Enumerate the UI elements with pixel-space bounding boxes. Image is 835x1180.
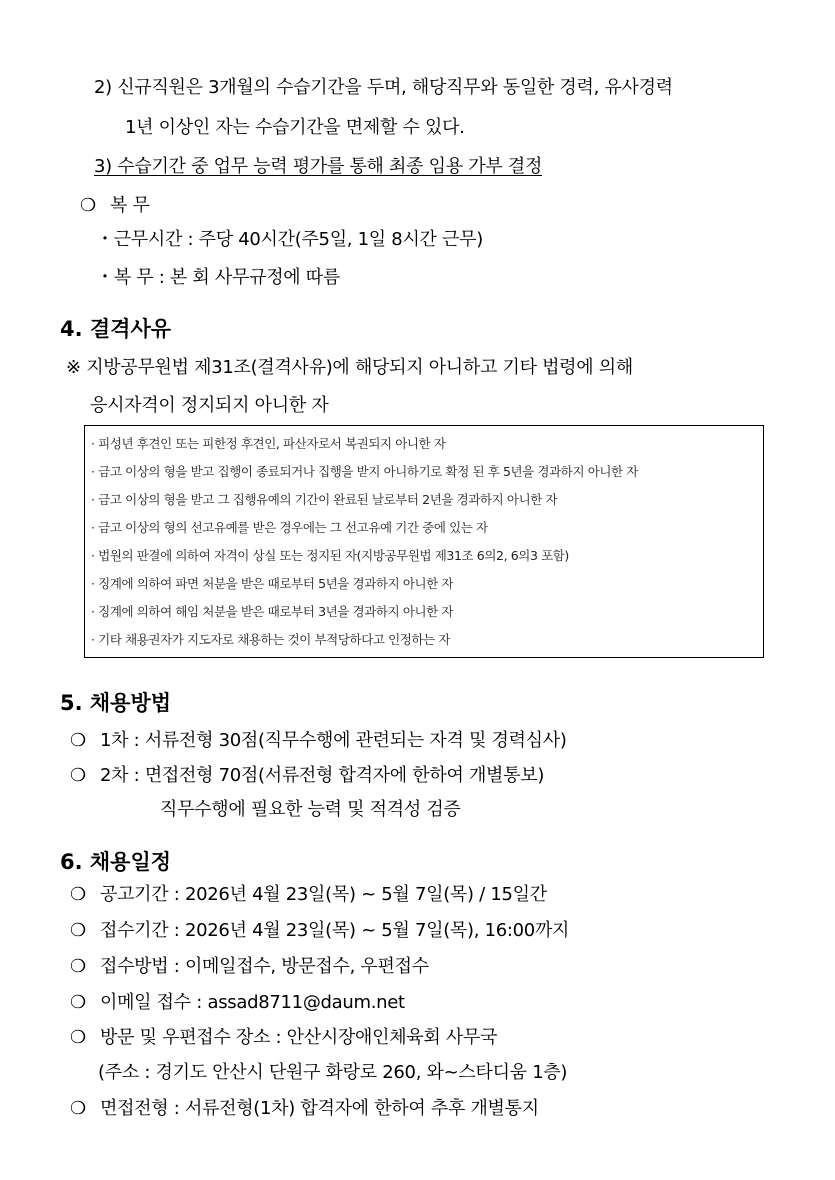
disqualification-item: · 금고 이상의 형을 받고 집행이 종료되거나 집행을 받지 아니하기로 확정 된 후 5년을 경과하지 아니한 자 (91, 464, 638, 479)
probation-item-3 (94, 155, 542, 179)
section-4-heading: 4. 결격사유 (60, 317, 172, 341)
service-work-hours: ・근무시간 : 주당 40시간(주5일, 1일 8시간 근무) (96, 229, 483, 250)
circle-bullet-icon: ❍ (70, 730, 86, 751)
service-heading-text: 복 무 (110, 195, 150, 216)
method-stage-2 (70, 764, 544, 788)
disqualification-item: · 징계에 의하여 해임 처분을 받은 때로부터 3년을 경과하지 아니한 자 (91, 604, 454, 619)
circle-bullet-icon: ❍ (70, 765, 86, 786)
circle-bullet-icon: ❍ (70, 920, 86, 941)
schedule-interview (70, 1097, 539, 1121)
schedule-interview-text: 면접전형 : 서류전형(1차) 합격자에 한하여 추후 개별통지 (100, 1098, 539, 1119)
disqualification-item: · 금고 이상의 형을 받고 그 집행유예의 기간이 완료된 날로부터 2년을 경과하지 아니한 자 (91, 492, 558, 507)
circle-bullet-icon: ❍ (80, 195, 96, 216)
schedule-email (70, 991, 405, 1015)
schedule-notice-period (70, 883, 547, 907)
disqualification-item: · 징계에 의하여 파면 처분을 받은 때로부터 5년을 경과하지 아니한 자 (91, 576, 454, 591)
schedule-receipt-method (70, 955, 429, 979)
schedule-receipt-method-text: 접수방법 : 이메일접수, 방문접수, 우편접수 (100, 956, 429, 977)
disqualification-item: · 금고 이상의 형의 선고유예를 받은 경우에는 그 선고유예 기간 중에 있는 자 (91, 520, 488, 535)
schedule-receipt-period-text: 접수기간 : 2026년 4월 23일(목) ~ 5월 7일(목), 16:00까지 (100, 920, 570, 941)
circle-bullet-icon: ❍ (70, 992, 86, 1013)
disqualification-note-line-2: 응시자격이 정지되지 아니한 자 (90, 395, 329, 416)
section-5-heading: 5. 채용방법 (60, 691, 172, 715)
circle-bullet-icon: ❍ (70, 884, 86, 905)
circle-bullet-icon: ❍ (70, 956, 86, 977)
probation-item-3-text: 3) 수습기간 중 업무 능력 평가를 통해 최종 임용 가부 결정 (94, 156, 543, 177)
schedule-address: (주소 : 경기도 안산시 단원구 화랑로 260, 와~스타디움 1층) (98, 1062, 568, 1083)
schedule-location-text: 방문 및 우편접수 장소 : 안산시장애인체육회 사무국 (100, 1027, 498, 1048)
circle-bullet-icon: ❍ (70, 1027, 86, 1048)
disqualification-item: · 피성년 후견인 또는 피한정 후견인, 파산자로서 복권되지 아니한 자 (91, 436, 446, 451)
circle-bullet-icon: ❍ (70, 1098, 86, 1119)
disqualification-note-line-1: ※ 지방공무원법 제31조(결격사유)에 해당되지 아니하고 기타 법령에 의해 (66, 357, 633, 378)
method-stage-2-text: 2차 : 면접전형 70점(서류전형 합격자에 한하여 개별통보) (100, 765, 545, 786)
probation-item-2-line-2: 1년 이상인 자는 수습기간을 면제할 수 있다. (125, 117, 465, 138)
schedule-receipt-period (70, 919, 569, 943)
disqualification-item: · 법원의 판결에 의하여 자격이 상실 또는 정지된 자(지방공무원법 제31조 6의2, 6의3 포함) (91, 548, 569, 563)
method-stage-2-continued: 직무수행에 필요한 능력 및 적격성 검증 (160, 799, 461, 820)
service-heading (80, 194, 150, 218)
schedule-email-text: 이메일 접수 : assad8711@daum.net (100, 992, 405, 1013)
disqualification-box (84, 425, 764, 658)
service-duties: ・복 무 : 본 회 사무규정에 따름 (96, 267, 340, 288)
schedule-notice-period-text: 공고기간 : 2026년 4월 23일(목) ~ 5월 7일(목) / 15일간 (100, 884, 547, 905)
schedule-location (70, 1026, 497, 1050)
section-6-heading: 6. 채용일정 (60, 850, 172, 874)
probation-item-2-line-1: 2) 신규직원은 3개월의 수습기간을 두며, 해당직무와 동일한 경력, 유사경력 (94, 77, 673, 98)
disqualification-item: · 기타 채용권자가 지도자로 채용하는 것이 부적당하다고 인정하는 자 (91, 632, 451, 647)
method-stage-1-text: 1차 : 서류전형 30점(직무수행에 관련되는 자격 및 경력심사) (100, 730, 567, 751)
method-stage-1 (70, 729, 567, 753)
